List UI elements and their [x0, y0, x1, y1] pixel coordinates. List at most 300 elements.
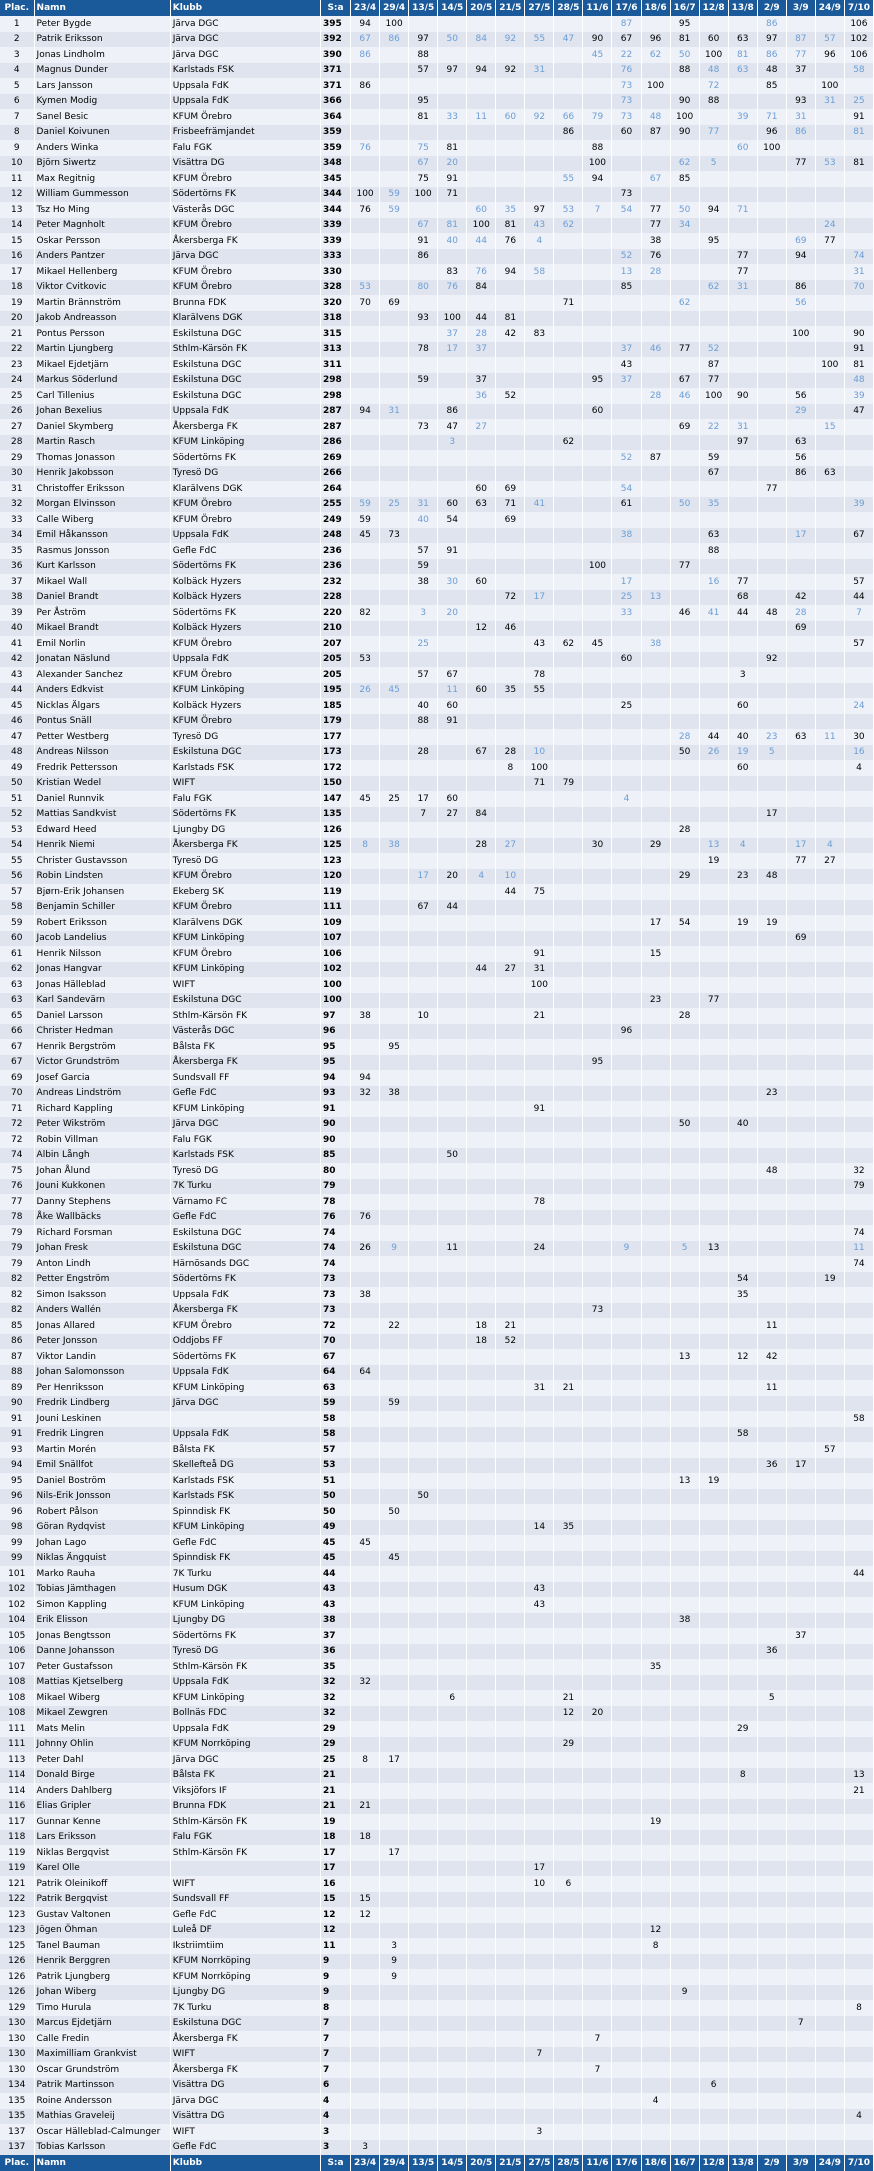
round-score	[670, 1086, 699, 1102]
club-name: KFUM Örebro	[170, 109, 320, 125]
round-score: 13	[699, 1241, 728, 1257]
round-score	[641, 1210, 670, 1226]
round-score	[757, 1101, 786, 1117]
round-score	[612, 1194, 641, 1210]
round-score	[496, 404, 525, 420]
round-score	[438, 760, 467, 776]
round-score: 21	[351, 1799, 380, 1815]
round-score	[409, 1535, 438, 1551]
round-score	[641, 94, 670, 110]
rank-cell: 63	[0, 977, 34, 993]
round-score: 71	[554, 295, 583, 311]
round-score	[844, 171, 873, 187]
round-score	[380, 2109, 409, 2125]
total-points: 51	[321, 1473, 351, 1489]
round-score: 81	[438, 140, 467, 156]
table-row	[0, 1024, 874, 1040]
round-score	[728, 2124, 757, 2140]
round-score	[351, 326, 380, 342]
round-score	[844, 1148, 873, 1164]
round-score	[496, 1210, 525, 1226]
rank-cell: 78	[0, 1210, 34, 1226]
round-score: 8	[351, 1752, 380, 1768]
round-score: 37	[612, 373, 641, 389]
round-score	[815, 1287, 844, 1303]
round-score	[786, 1954, 815, 1970]
round-score	[351, 2078, 380, 2094]
round-score	[786, 1241, 815, 1257]
club-name: Luleå DF	[170, 1923, 320, 1939]
round-score	[757, 1907, 786, 1923]
round-score	[786, 714, 815, 730]
round-score	[670, 1039, 699, 1055]
round-score	[380, 435, 409, 451]
round-score: 94	[583, 171, 612, 187]
round-score	[380, 156, 409, 172]
round-score	[641, 714, 670, 730]
rank-cell: 51	[0, 791, 34, 807]
round-score	[351, 109, 380, 125]
round-score: 44	[467, 311, 496, 327]
round-score: 46	[496, 621, 525, 637]
round-score	[844, 853, 873, 869]
rank-cell: 46	[0, 714, 34, 730]
round-score	[641, 1380, 670, 1396]
table-row	[0, 1396, 874, 1412]
round-score	[786, 1055, 815, 1071]
round-score	[351, 63, 380, 79]
round-score	[438, 1783, 467, 1799]
round-score	[380, 1535, 409, 1551]
round-score: 11	[438, 683, 467, 699]
round-score: 36	[757, 1644, 786, 1660]
round-score	[583, 187, 612, 203]
total-points: 96	[321, 1024, 351, 1040]
round-score	[409, 2047, 438, 2063]
round-score: 5	[757, 1690, 786, 1706]
round-score	[612, 140, 641, 156]
round-score	[757, 2016, 786, 2032]
round-score	[757, 404, 786, 420]
round-score	[815, 776, 844, 792]
round-score	[641, 1845, 670, 1861]
round-score	[554, 1473, 583, 1489]
round-score	[844, 1086, 873, 1102]
total-points: 236	[321, 543, 351, 559]
round-score	[525, 1845, 554, 1861]
table-row	[0, 1597, 874, 1613]
round-score	[409, 1706, 438, 1722]
round-score: 76	[351, 202, 380, 218]
round-score: 67	[409, 900, 438, 916]
round-score	[467, 450, 496, 466]
round-score	[757, 1768, 786, 1784]
round-score	[612, 512, 641, 528]
round-score: 55	[525, 32, 554, 48]
total-points: 125	[321, 838, 351, 854]
round-score	[583, 1768, 612, 1784]
round-score: 29	[670, 869, 699, 885]
round-score	[699, 1365, 728, 1381]
player-name: Björn Siwertz	[34, 156, 170, 172]
round-score	[815, 326, 844, 342]
total-points: 185	[321, 698, 351, 714]
round-score: 67	[699, 466, 728, 482]
round-score	[641, 1954, 670, 1970]
round-score	[699, 1117, 728, 1133]
round-score	[757, 590, 786, 606]
round-score	[554, 404, 583, 420]
round-score	[525, 2000, 554, 2016]
round-score	[351, 435, 380, 451]
round-score: 45	[351, 1535, 380, 1551]
round-score	[670, 760, 699, 776]
round-score	[641, 1876, 670, 1892]
round-score	[438, 1876, 467, 1892]
round-score	[786, 357, 815, 373]
round-score	[380, 1365, 409, 1381]
round-score	[757, 1861, 786, 1877]
round-score	[525, 2109, 554, 2125]
round-score	[844, 1814, 873, 1830]
player-name: Mikael Wall	[34, 574, 170, 590]
round-score	[380, 109, 409, 125]
round-score	[438, 1396, 467, 1412]
round-score	[554, 1225, 583, 1241]
round-score: 91	[525, 946, 554, 962]
total-points: 32	[321, 1706, 351, 1722]
round-score	[699, 2047, 728, 2063]
round-score	[438, 1334, 467, 1350]
round-score	[583, 1504, 612, 1520]
round-score	[844, 1349, 873, 1365]
round-score	[409, 962, 438, 978]
round-score	[641, 1396, 670, 1412]
round-score	[438, 1675, 467, 1691]
round-score	[525, 1287, 554, 1303]
round-score	[583, 900, 612, 916]
club-name: Uppsala FdK	[170, 1365, 320, 1381]
round-score: 12	[641, 1923, 670, 1939]
table-row	[0, 1442, 874, 1458]
round-score	[815, 388, 844, 404]
rank-cell: 79	[0, 1241, 34, 1257]
player-name: Peter Magnholt	[34, 218, 170, 234]
round-score	[496, 2016, 525, 2032]
round-score	[438, 1024, 467, 1040]
round-score	[438, 1256, 467, 1272]
round-score	[641, 1008, 670, 1024]
round-score	[641, 295, 670, 311]
round-score	[583, 1458, 612, 1474]
footer-header-round-17: 7/10	[844, 2155, 873, 2171]
rank-cell: 3	[0, 47, 34, 63]
total-points: 50	[321, 1504, 351, 1520]
round-score: 96	[815, 47, 844, 63]
table-row	[0, 2047, 874, 2063]
round-score	[641, 1504, 670, 1520]
round-score: 52	[496, 388, 525, 404]
table-row	[0, 187, 874, 203]
round-score	[438, 249, 467, 265]
round-score: 59	[351, 497, 380, 513]
round-score: 80	[409, 280, 438, 296]
round-score	[670, 1752, 699, 1768]
round-score	[699, 264, 728, 280]
table-row	[0, 807, 874, 823]
round-score	[612, 1597, 641, 1613]
round-score	[815, 373, 844, 389]
round-score	[815, 977, 844, 993]
round-score: 73	[612, 109, 641, 125]
round-score: 60	[728, 140, 757, 156]
round-score	[496, 125, 525, 141]
total-points: 264	[321, 481, 351, 497]
round-score	[409, 853, 438, 869]
round-score	[670, 884, 699, 900]
round-score	[583, 1613, 612, 1629]
round-score	[670, 1566, 699, 1582]
round-score	[409, 977, 438, 993]
round-score	[757, 295, 786, 311]
round-score	[525, 1473, 554, 1489]
round-score	[496, 357, 525, 373]
total-points: 298	[321, 388, 351, 404]
round-score	[583, 605, 612, 621]
round-score: 75	[525, 884, 554, 900]
round-score	[409, 822, 438, 838]
round-score	[380, 1210, 409, 1226]
round-score	[815, 2140, 844, 2156]
rank-cell: 32	[0, 497, 34, 513]
round-score: 23	[757, 1086, 786, 1102]
round-score	[409, 1442, 438, 1458]
table-row	[0, 1814, 874, 1830]
round-score	[583, 280, 612, 296]
round-score	[554, 1597, 583, 1613]
round-score	[409, 1659, 438, 1675]
round-score	[641, 187, 670, 203]
table-row	[0, 1907, 874, 1923]
round-score	[467, 1535, 496, 1551]
table-row	[0, 1768, 874, 1784]
round-score	[380, 1861, 409, 1877]
round-score	[641, 667, 670, 683]
round-score	[728, 1086, 757, 1102]
round-score	[844, 2031, 873, 2047]
rank-cell: 95	[0, 1473, 34, 1489]
round-score	[583, 2016, 612, 2032]
round-score	[583, 295, 612, 311]
round-score	[699, 1086, 728, 1102]
round-score	[583, 884, 612, 900]
round-score	[467, 1830, 496, 1846]
round-score	[815, 1101, 844, 1117]
round-score	[699, 962, 728, 978]
round-score	[380, 512, 409, 528]
round-score	[409, 1101, 438, 1117]
round-score	[351, 962, 380, 978]
round-score	[496, 1845, 525, 1861]
player-name: Marko Rauha	[34, 1566, 170, 1582]
round-score	[467, 729, 496, 745]
round-score	[438, 1551, 467, 1567]
round-score	[380, 900, 409, 916]
total-points: 207	[321, 636, 351, 652]
round-score	[351, 729, 380, 745]
round-score	[409, 1427, 438, 1443]
round-score: 19	[757, 915, 786, 931]
round-score	[612, 2093, 641, 2109]
round-score	[612, 1628, 641, 1644]
club-name: WIFT	[170, 2047, 320, 2063]
club-name: Bollnäs FDC	[170, 1706, 320, 1722]
round-score	[844, 1303, 873, 1319]
round-score: 11	[815, 729, 844, 745]
round-score	[467, 1303, 496, 1319]
round-score: 106	[844, 47, 873, 63]
header-round-2: 13/5	[409, 0, 438, 16]
round-score	[409, 1876, 438, 1892]
round-score	[641, 853, 670, 869]
rank-cell: 43	[0, 667, 34, 683]
round-score	[641, 311, 670, 327]
round-score	[786, 1659, 815, 1675]
round-score	[554, 698, 583, 714]
rank-cell: 122	[0, 1892, 34, 1908]
round-score: 18	[467, 1334, 496, 1350]
round-score	[844, 1334, 873, 1350]
round-score	[409, 2062, 438, 2078]
round-score	[496, 1985, 525, 2001]
round-score	[612, 1318, 641, 1334]
round-score	[757, 1008, 786, 1024]
round-score	[525, 373, 554, 389]
round-score	[670, 1938, 699, 1954]
round-score	[815, 249, 844, 265]
round-score	[467, 1582, 496, 1598]
round-score	[554, 2000, 583, 2016]
table-row	[0, 156, 874, 172]
round-score	[525, 931, 554, 947]
round-score	[438, 1272, 467, 1288]
club-name: KFUM Linköping	[170, 1520, 320, 1536]
round-score	[786, 342, 815, 358]
round-score	[583, 1876, 612, 1892]
round-score	[728, 791, 757, 807]
round-score: 20	[438, 869, 467, 885]
round-score	[525, 1396, 554, 1412]
round-score	[525, 574, 554, 590]
player-name: Patrik Martinsson	[34, 2078, 170, 2094]
round-score	[786, 218, 815, 234]
table-row	[0, 2062, 874, 2078]
round-score	[728, 1923, 757, 1939]
rank-cell: 108	[0, 1706, 34, 1722]
rank-cell: 82	[0, 1303, 34, 1319]
round-score	[351, 2031, 380, 2047]
round-score	[815, 2000, 844, 2016]
round-score	[757, 2062, 786, 2078]
round-score	[438, 1768, 467, 1784]
round-score: 85	[670, 171, 699, 187]
round-score	[699, 1861, 728, 1877]
table-row	[0, 915, 874, 931]
round-score	[525, 791, 554, 807]
round-score	[583, 1566, 612, 1582]
round-score	[380, 1101, 409, 1117]
round-score	[583, 1210, 612, 1226]
footer-header-round-5: 21/5	[496, 2155, 525, 2171]
round-score	[467, 931, 496, 947]
round-score	[496, 1814, 525, 1830]
round-score	[815, 1365, 844, 1381]
round-score	[757, 1272, 786, 1288]
round-score	[467, 1225, 496, 1241]
round-score	[496, 822, 525, 838]
round-score	[612, 1473, 641, 1489]
round-score: 69	[380, 295, 409, 311]
round-score	[612, 466, 641, 482]
round-score	[467, 2031, 496, 2047]
header-club: Klubb	[170, 0, 320, 16]
round-score	[467, 1504, 496, 1520]
round-score	[554, 977, 583, 993]
round-score	[815, 1411, 844, 1427]
round-score	[583, 264, 612, 280]
round-score	[438, 1086, 467, 1102]
round-score	[757, 1365, 786, 1381]
player-name: Lars Jansson	[34, 78, 170, 94]
player-name: Robin Lindsten	[34, 869, 170, 885]
club-name: Ljungby DG	[170, 1985, 320, 2001]
round-score	[612, 1675, 641, 1691]
round-score	[641, 1582, 670, 1598]
round-score	[496, 1117, 525, 1133]
round-score	[815, 140, 844, 156]
total-points: 344	[321, 202, 351, 218]
round-score	[583, 1024, 612, 1040]
round-score	[409, 466, 438, 482]
footer-header-round-13: 13/8	[728, 2155, 757, 2171]
round-score	[728, 2062, 757, 2078]
round-score	[409, 1520, 438, 1536]
round-score	[438, 1613, 467, 1629]
round-score	[554, 1117, 583, 1133]
round-score: 27	[496, 838, 525, 854]
round-score	[496, 1008, 525, 1024]
round-score	[612, 1349, 641, 1365]
round-score	[612, 2047, 641, 2063]
total-points: 311	[321, 357, 351, 373]
round-score	[525, 187, 554, 203]
round-score	[467, 1194, 496, 1210]
round-score	[467, 1427, 496, 1443]
round-score: 28	[670, 1008, 699, 1024]
round-score: 59	[409, 559, 438, 575]
round-score: 77	[728, 574, 757, 590]
player-name: Lars Eriksson	[34, 1830, 170, 1846]
round-score	[699, 295, 728, 311]
round-score	[351, 311, 380, 327]
round-score	[670, 1287, 699, 1303]
round-score	[815, 760, 844, 776]
round-score	[815, 1814, 844, 1830]
footer-header-round-7: 28/5	[554, 2155, 583, 2171]
player-name: Mikael Ejdetjärn	[34, 357, 170, 373]
round-score	[641, 1148, 670, 1164]
table-row	[0, 1303, 874, 1319]
